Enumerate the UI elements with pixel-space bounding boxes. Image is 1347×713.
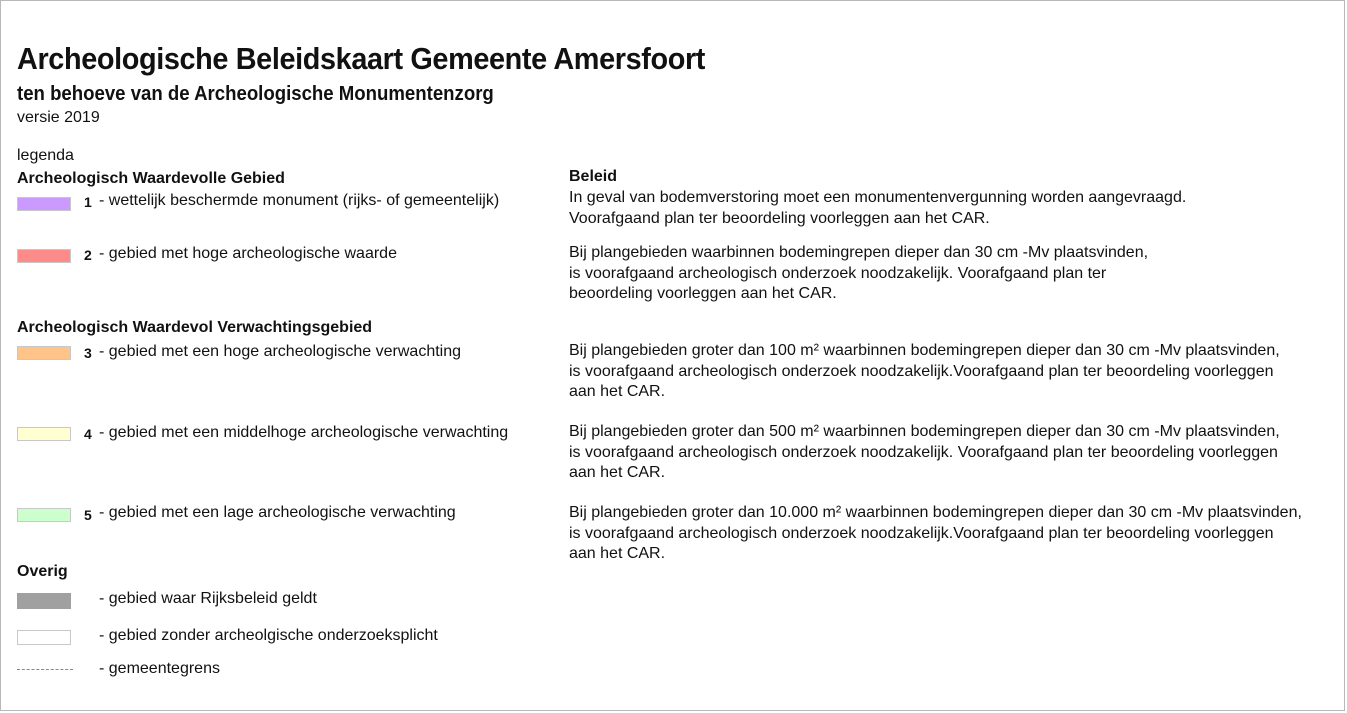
overig-geen-onderzoeksplicht-label: - gebied zonder archeolgische onderzoeksplicht bbox=[99, 627, 438, 644]
section-heading-verwachtingsgebied: Archeologisch Waardevol Verwachtingsgebied bbox=[17, 319, 373, 336]
policy-line: Bij plangebieden groter dan 100 m² waarbinnen bodemingrepen dieper dan 30 cm -Mv plaatsvinden, bbox=[569, 342, 1280, 359]
section-heading-overig: Overig bbox=[17, 563, 68, 580]
policy-line: Bij plangebieden waarbinnen bodemingrepen dieper dan 30 cm -Mv plaatsvinden, bbox=[569, 244, 1149, 261]
category-5-number: 5 bbox=[84, 507, 92, 523]
swatch-category-5 bbox=[17, 508, 71, 522]
policy-line: is voorafgaand archeologisch onderzoek noodzakelijk. Voorafgaand plan ter bbox=[569, 264, 1107, 282]
policy-line: In geval van bodemverstoring moet een monumentenvergunning worden aangevraagd. bbox=[569, 189, 1187, 206]
swatch-geen-onderzoeksplicht bbox=[17, 630, 71, 645]
legend-label: legenda bbox=[17, 147, 74, 164]
category-1-label: - wettelijk beschermde monument (rijks- of gemeentelijk) bbox=[99, 192, 500, 209]
policy-line: Voorafgaand plan ter beoordeling voorleggen aan het CAR. bbox=[569, 209, 990, 227]
category-4-number: 4 bbox=[84, 426, 92, 442]
policy-line: aan het CAR. bbox=[569, 545, 666, 562]
category-1-policy bbox=[569, 188, 1186, 229]
policy-line: Bij plangebieden groter dan 10.000 m² waarbinnen bodemingrepen dieper dan 30 cm -Mv plaatsvinden, bbox=[569, 504, 1302, 521]
overig-gemeentegrens-label: - gemeentegrens bbox=[99, 660, 220, 677]
policy-line: is voorafgaand archeologisch onderzoek noodzakelijk. Voorafgaand plan ter beoordeling voorleggen bbox=[569, 443, 1278, 461]
policy-line: aan het CAR. bbox=[569, 383, 666, 400]
swatch-category-4 bbox=[17, 427, 71, 441]
swatch-category-2 bbox=[17, 249, 71, 263]
policy-heading: Beleid bbox=[569, 168, 618, 185]
category-2-number: 2 bbox=[84, 247, 92, 263]
category-3-number: 3 bbox=[84, 345, 92, 361]
category-5-policy bbox=[569, 503, 1302, 565]
swatch-rijksbeleid bbox=[17, 593, 71, 609]
swatch-category-1 bbox=[17, 197, 71, 211]
category-2-label: - gebied met hoge archeologische waarde bbox=[99, 245, 397, 262]
category-4-policy bbox=[569, 422, 1280, 484]
policy-line: is voorafgaand archeologisch onderzoek noodzakelijk.Voorafgaand plan ter beoordeling voorleggen bbox=[569, 524, 1274, 542]
category-5-label: - gebied met een lage archeologische verwachting bbox=[99, 504, 456, 521]
page-title: Archeologische Beleidskaart Gemeente Amersfoort bbox=[17, 41, 706, 76]
category-3-label: - gebied met een hoge archeologische verwachting bbox=[99, 343, 462, 360]
policy-line: is voorafgaand archeologisch onderzoek noodzakelijk.Voorafgaand plan ter beoordeling voorleggen bbox=[569, 362, 1274, 380]
category-2-policy bbox=[569, 243, 1148, 305]
policy-line: Bij plangebieden groter dan 500 m² waarbinnen bodemingrepen dieper dan 30 cm -Mv plaatsvinden, bbox=[569, 423, 1280, 440]
policy-line: beoordeling voorleggen aan het CAR. bbox=[569, 285, 837, 302]
category-3-policy bbox=[569, 341, 1280, 403]
swatch-category-3 bbox=[17, 346, 71, 360]
page-subtitle: ten behoeve van de Archeologische Monumentenzorg bbox=[17, 83, 494, 105]
version-label: versie 2019 bbox=[17, 109, 100, 126]
category-1-number: 1 bbox=[84, 194, 92, 210]
category-4-label: - gebied met een middelhoge archeologische verwachting bbox=[99, 424, 509, 441]
overig-rijksbeleid-label: - gebied waar Rijksbeleid geldt bbox=[99, 590, 317, 607]
gemeentegrens-line bbox=[17, 669, 73, 670]
policy-line: aan het CAR. bbox=[569, 464, 666, 481]
section-heading-waardevol-gebied: Archeologisch Waardevolle Gebied bbox=[17, 170, 285, 187]
